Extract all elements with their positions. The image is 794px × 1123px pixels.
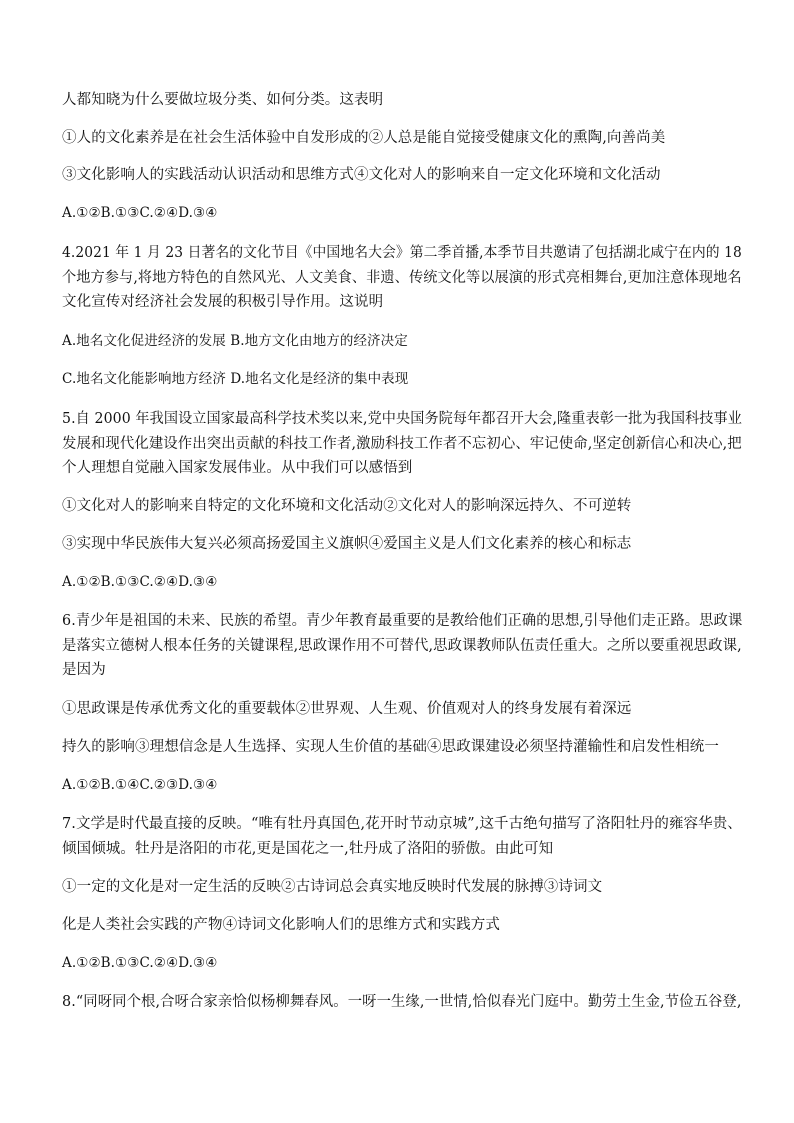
question-4-stem: 个地方参与,将地方特色的自然风光、人文美食、非遗、传统文化等以展演的形式亮相舞台,更加注意体现地名	[62, 270, 742, 286]
question-6-stem: 是落实立德树人根本任务的关键课程,思政课作用不可替代,思政课教师队伍责任重大。之所以要重视思政课,	[62, 638, 742, 654]
question-4-stem: 文化宣传对经济社会发展的积极引导作用。这说明	[62, 294, 384, 310]
question-4-stem: 4.2021 年 1 月 23 日著名的文化节目《中国地名大会》第二季首播,本季节目共邀请了包括湖北咸宁在内的 18	[62, 245, 742, 261]
answer-choices: A.地名文化促进经济的发展 B.地方文化由地方的经济决定	[62, 333, 408, 349]
option-statements: 持久的影响③理想信念是人生选择、实现人生价值的基础④思政课建设必须坚持灌输性和启发性相统一	[62, 739, 719, 755]
option-statements: ①思政课是传承优秀文化的重要载体②世界观、人生观、价值观对人的终身发展有着深远	[62, 701, 632, 717]
question-7-stem: 倾国倾城。牡丹是洛阳的市花,更是国花之一,牡丹成了洛阳的骄傲。由此可知	[62, 841, 554, 857]
option-statements: ①文化对人的影响来自特定的文化环境和文化活动②文化对人的影响深远持久、不可逆转	[62, 498, 632, 514]
answer-choices: A.①②B.①③C.②④D.③④	[62, 574, 218, 590]
option-statements: ③实现中华民族伟大复兴必须高扬爱国主义旗帜④爱国主义是人们文化素养的核心和标志	[62, 536, 632, 552]
answer-choices: A.①②B.①③C.②④D.③④	[62, 205, 218, 221]
question-5-stem: 个人理想自觉融入国家发展伟业。从中我们可以感悟到	[62, 460, 413, 476]
answer-choices: C.地名文化能影响地方经济 D.地名文化是经济的集中表现	[62, 371, 409, 387]
answer-choices: A.①②B.①④C.②③D.③④	[62, 777, 218, 793]
question-6-stem: 6.青少年是祖国的未来、民族的希望。青少年教育最重要的是教给他们正确的思想,引导他们走正路。思政课	[62, 613, 743, 629]
text-line: 人都知晓为什么要做垃圾分类、如何分类。这表明	[62, 92, 384, 108]
option-statements: ③文化影响人的实践活动认识活动和思维方式④文化对人的影响来自一定文化环境和文化活动	[62, 167, 661, 183]
option-statements: ①人的文化素养是在社会生活体验中自发形成的②人总是能自觉接受健康文化的熏陶,向善尚美	[62, 130, 666, 146]
question-5-stem: 发展和现代化建设作出突出贡献的科技工作者,激励科技工作者不忘初心、牢记使命,坚定创新信心和决心,把	[62, 436, 742, 452]
question-7-stem: 7.文学是时代最直接的反映。“唯有牡丹真国色,花开时节动京城”,这千古绝句描写了洛阳牡丹的雍容华贵、	[62, 816, 742, 832]
question-5-stem: 5.自 2000 年我国设立国家最高科学技术奖以来,党中央国务院每年都召开大会,隆重表彰一批为我国科技事业	[62, 411, 742, 427]
question-8-stem: 8.“同呀同个根,合呀合家亲恰似杨柳舞春风。一呀一生缘,一世情,恰似春光门庭中。勤劳土生金,节俭五谷登,	[62, 994, 742, 1010]
option-statements: 化是人类社会实践的产物④诗词文化影响人们的思维方式和实践方式	[62, 917, 500, 933]
question-6-stem: 是因为	[62, 662, 106, 678]
answer-choices: A.①②B.①③C.②④D.③④	[62, 955, 218, 971]
option-statements: ①一定的文化是对一定生活的反映②古诗词总会真实地反映时代发展的脉搏③诗词文	[62, 879, 603, 895]
